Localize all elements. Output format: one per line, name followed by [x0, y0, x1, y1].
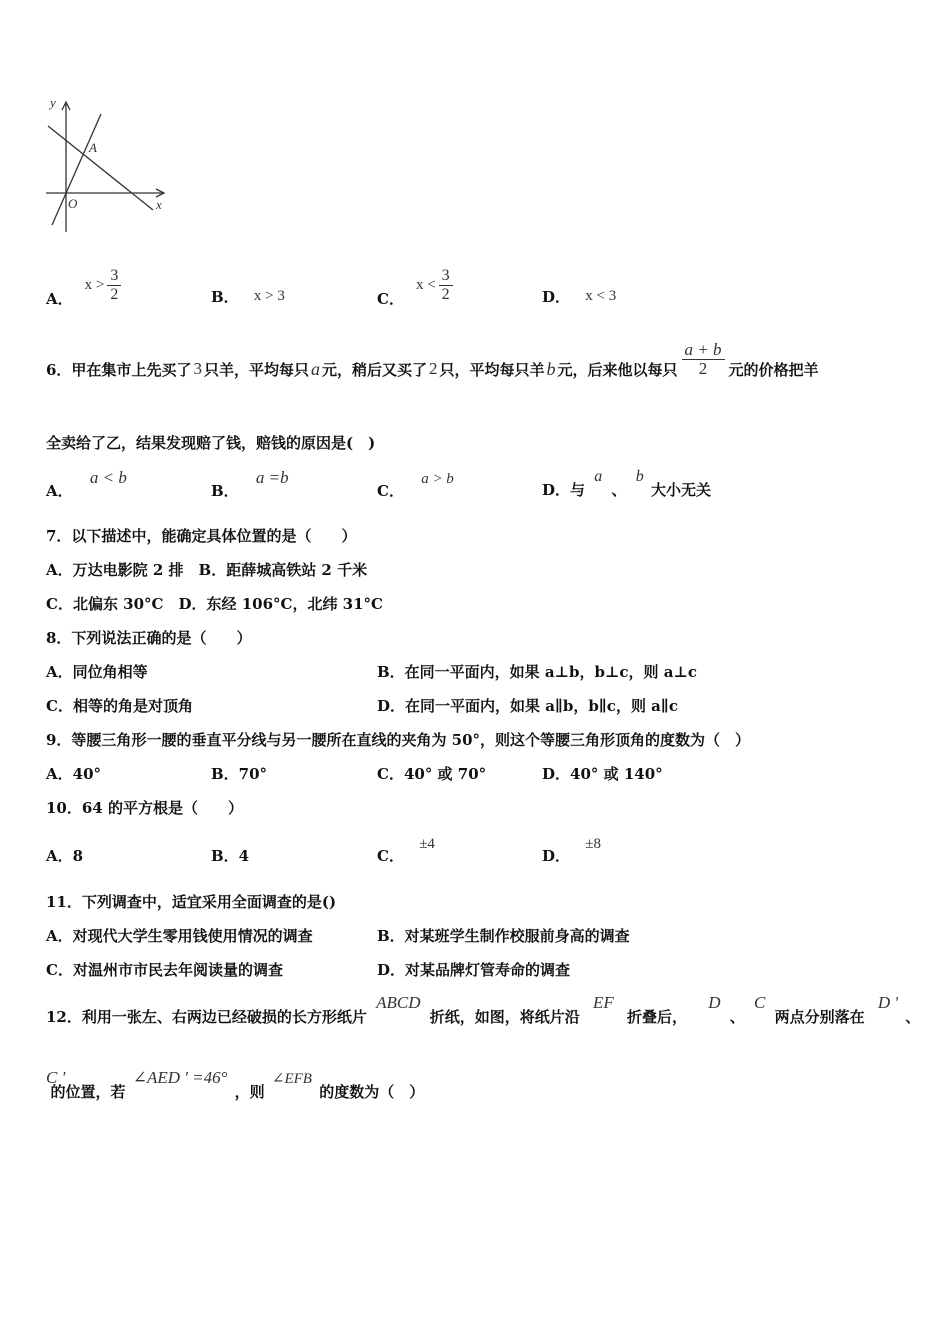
q12-text-4: 两点分别落在: [774, 1008, 865, 1026]
q6-option-d[interactable]: [542, 465, 711, 499]
q6-option-d-var-a: a: [594, 468, 603, 485]
q5-option-a-num: 3: [110, 267, 119, 284]
q5-option-a-letter: A．: [46, 290, 73, 308]
q5-option-c-fraction: [439, 267, 453, 304]
q12-c: C: [754, 993, 766, 1012]
q6-option-b-letter: B．: [211, 482, 239, 500]
q12-stem-line2: [46, 1067, 424, 1101]
q9-option-d[interactable]: D．40° 或 140°: [542, 765, 663, 783]
q12-stem-line1: [46, 992, 920, 1026]
q5-option-d-expr: x < 3: [585, 288, 617, 304]
q11-stem: 11．下列调查中，适宜采用全面调查的是(): [46, 893, 337, 911]
q6-option-a-letter: A．: [46, 482, 73, 500]
q11-option-b[interactable]: B．对某班学生制作校服前身高的调查: [377, 927, 630, 945]
q12-abcd: ABCD: [376, 993, 421, 1012]
q6-option-b-expr: a =b: [255, 468, 289, 487]
q12-sep-2: 、: [905, 1008, 921, 1026]
q12-d-prime: D ': [877, 993, 899, 1012]
q9-option-a[interactable]: A．40°: [46, 765, 102, 783]
q6-option-d-tail: 大小无关: [650, 481, 711, 499]
q10-option-d-letter: D．: [542, 847, 571, 865]
q7-options-cd[interactable]: C．北偏东 30°C D．东经 106°C，北纬 31°C: [46, 595, 383, 613]
q6-var-a: a: [310, 358, 320, 379]
q12-c-prime: C ': [46, 1068, 66, 1087]
q10-option-b[interactable]: B．4: [211, 847, 250, 865]
q12-text-7: 的度数为（ ）: [319, 1083, 425, 1101]
q6-var-b: b: [546, 358, 556, 379]
q6-text-1: 6．甲在集市上先买了: [46, 360, 192, 379]
q12-ef: EF: [593, 993, 614, 1012]
q11-option-a[interactable]: A．对现代大学生零用钱使用情况的调查: [46, 927, 313, 945]
q8-option-c[interactable]: C．相等的角是对顶角: [46, 697, 193, 715]
q10-option-a[interactable]: A．8: [46, 847, 84, 865]
q5-option-c-den: 2: [441, 286, 450, 303]
q6-stem-line2: 全卖给了乙，结果发现赔了钱，赔钱的原因是( ): [46, 434, 376, 452]
q12-angle: ∠AED ' =46°: [132, 1068, 228, 1087]
q7-options-ab[interactable]: A．万达电影院 2 排 B．距薛城高铁站 2 千米: [46, 561, 368, 579]
q12-efb: ∠EFB: [271, 1071, 312, 1087]
q8-option-a[interactable]: A．同位角相等: [46, 663, 148, 681]
q12-text-1: 12．利用一张左、右两边已经破损的长方形纸片: [46, 1008, 367, 1026]
q6-text-6: 元的价格把羊: [728, 360, 819, 379]
q10-option-c-expr: ±4: [419, 836, 435, 852]
q5-option-c-num: 3: [441, 267, 450, 284]
q9-option-b[interactable]: B．70°: [211, 765, 268, 783]
q6-option-c-expr: a > b: [421, 471, 454, 487]
q6-option-a-expr: a < b: [89, 468, 127, 487]
q5-option-b-expr: x > 3: [253, 288, 285, 304]
q5-option-c[interactable]: [377, 262, 453, 308]
origin-label: O: [68, 196, 78, 211]
q6-num-3: 3: [193, 359, 202, 378]
q10-stem: 10．64 的平方根是（ ）: [46, 799, 243, 817]
q10-option-d-expr: ±8: [585, 836, 601, 852]
q9-option-c[interactable]: C．40° 或 70°: [377, 765, 487, 783]
q10-option-d[interactable]: [542, 832, 601, 864]
q6-option-d-sep: 、: [611, 481, 627, 499]
q11-option-d[interactable]: D．对某品牌灯管寿命的调查: [377, 961, 571, 979]
q12-d: D: [708, 993, 721, 1012]
q8-option-d[interactable]: D．在同一平面内，如果 a∥b，b∥c，则 a∥c: [377, 697, 678, 715]
q12-sep-1: 、: [729, 1008, 745, 1026]
q6-option-c-letter: C．: [377, 482, 404, 500]
q12-text-2: 折纸，如图，将纸片沿: [429, 1008, 580, 1026]
y-label: y: [50, 95, 56, 110]
q6-text-5: 元，后来他以每只: [557, 360, 678, 379]
q8-stem: 8．下列说法正确的是（ ）: [46, 629, 252, 647]
q9-stem: 9．等腰三角形一腰的垂直平分线与另一腰所在直线的夹角为 50°，则这个等腰三角形顶角的度数为（ ）: [46, 731, 751, 749]
q6-text-2: 只羊，平均每只: [203, 360, 309, 379]
q6-frac-num: a + b: [684, 339, 722, 359]
q5-option-a-prefix: x >: [84, 277, 105, 293]
q6-fraction: [682, 341, 725, 378]
q5-option-a[interactable]: [46, 262, 121, 308]
q5-option-d-letter: D．: [542, 288, 571, 306]
x-label: x: [156, 197, 162, 212]
q6-num-2: 2: [428, 359, 438, 378]
q6-text-3: 元，稍后又买了: [321, 360, 427, 379]
point-a-label: A: [89, 140, 97, 155]
q6-option-d-var-b: b: [635, 468, 644, 485]
coordinate-graph: [40, 92, 175, 237]
q12-text-3: 折叠后，: [627, 1008, 688, 1026]
q7-stem: 7．以下描述中，能确定具体位置的是（ ）: [46, 527, 357, 545]
q6-option-d-letter: D．与: [542, 481, 586, 499]
q10-option-c-letter: C．: [377, 847, 404, 865]
q5-option-c-prefix: x <: [415, 277, 436, 293]
q11-option-c[interactable]: C．对温州市市民去年阅读量的调查: [46, 961, 283, 979]
q8-option-b[interactable]: B．在同一平面内，如果 a⊥b，b⊥c，则 a⊥c: [377, 663, 698, 681]
q6-text-4: 只，平均每只羊: [439, 360, 545, 379]
q5-option-d[interactable]: [542, 286, 616, 307]
q6-stem-line1: [46, 339, 819, 394]
q10-option-c[interactable]: [377, 832, 435, 864]
q5-option-a-den: 2: [110, 286, 119, 303]
q6-option-c[interactable]: [377, 467, 454, 499]
q5-option-b-letter: B．: [211, 288, 239, 306]
q5-option-c-letter: C．: [377, 290, 404, 308]
q12-text-6: ，则: [234, 1083, 265, 1101]
q5-option-a-fraction: [107, 267, 121, 304]
q12-text-5: 的位置，若: [50, 1083, 126, 1101]
q6-option-a[interactable]: [46, 467, 127, 499]
q6-frac-den: 2: [698, 358, 708, 378]
q5-option-b[interactable]: [211, 286, 285, 307]
q6-option-b[interactable]: [211, 467, 289, 499]
